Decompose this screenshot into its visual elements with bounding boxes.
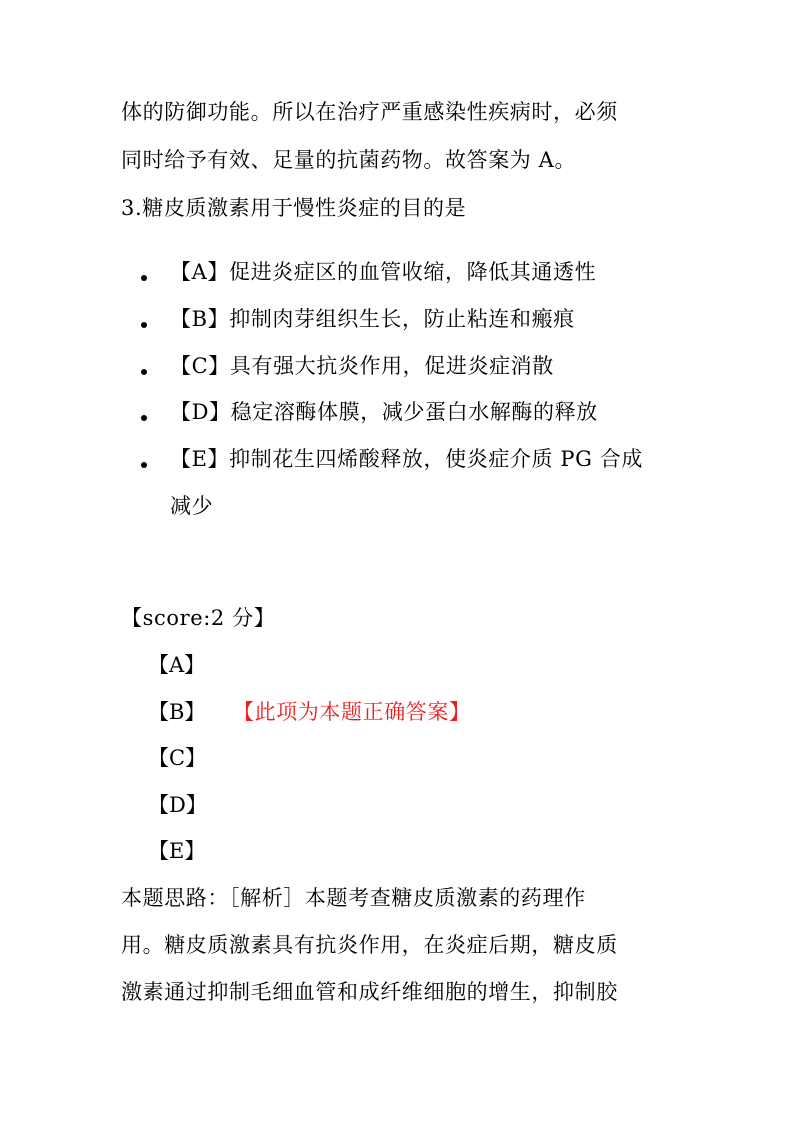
score-label: 【score:2 分】: [121, 606, 276, 630]
option-e-continuation: 减少: [170, 494, 214, 518]
answer-d: 【D】: [148, 793, 207, 817]
correct-answer-note: 【此项为本题正确答案】: [233, 700, 471, 724]
option-d: 【D】稳定溶酶体膜，减少蛋白水解酶的释放: [170, 400, 598, 424]
option-bullet: [141, 415, 147, 421]
option-c: 【C】具有强大抗炎作用，促进炎症消散: [170, 354, 554, 378]
option-bullet: [141, 462, 147, 468]
option-a: 【A】促进炎症区的血管收缩，降低其通透性: [170, 260, 597, 284]
option-b: 【B】抑制肉芽组织生长，防止粘连和瘢痕: [170, 307, 575, 331]
analysis-line-2: 用。糖皮质激素具有抗炎作用，在炎症后期，糖皮质: [121, 933, 618, 957]
answer-c: 【C】: [148, 746, 207, 770]
answer-a: 【A】: [148, 653, 206, 677]
option-bullet: [141, 322, 147, 328]
analysis-line-1: 本题思路：［解析］本题考查糖皮质激素的药理作: [121, 886, 586, 910]
intro-line-1: 体的防御功能。所以在治疗严重感染性疾病时，必须: [121, 100, 618, 124]
option-bullet: [141, 275, 147, 281]
option-e: 【E】抑制花生四烯酸释放，使炎症介质 PG 合成: [170, 447, 643, 471]
analysis-line-3: 激素通过抑制毛细血管和成纤维细胞的增生，抑制胶: [121, 980, 618, 1004]
answer-e: 【E】: [148, 839, 206, 863]
question-text: 3.糖皮质激素用于慢性炎症的目的是: [121, 196, 467, 220]
option-bullet: [141, 369, 147, 375]
answer-b: 【B】: [148, 700, 206, 724]
intro-line-2: 同时给予有效、足量的抗菌药物。故答案为 A。: [121, 148, 577, 172]
